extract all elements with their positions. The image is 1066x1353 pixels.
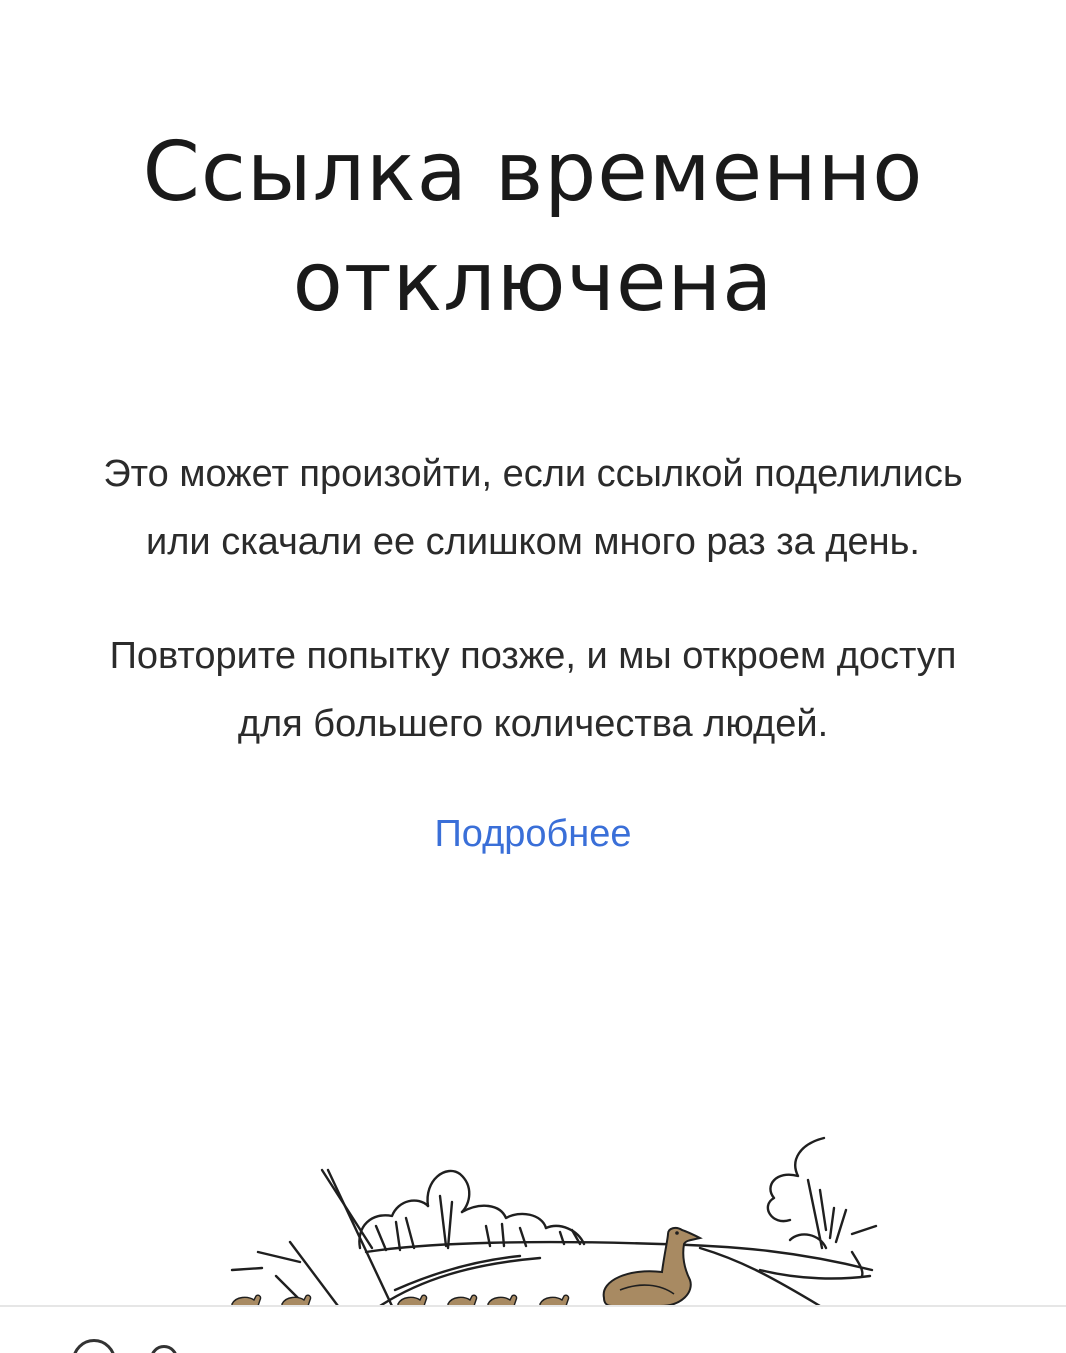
retry-line-1: Повторите попытку позже, и мы откроем доступ bbox=[109, 635, 957, 677]
retry-line-2: для большего количества людей. bbox=[237, 703, 829, 745]
page-title-line-1: Ссылка временно bbox=[142, 125, 924, 220]
circle-icon[interactable] bbox=[72, 1339, 116, 1353]
pond-with-ducks-illustration bbox=[0, 1130, 1066, 1306]
page-title-line-2: отключена bbox=[292, 235, 774, 330]
retry-text bbox=[30, 622, 1036, 758]
small-circle-icon bbox=[150, 1345, 178, 1353]
learn-more-link[interactable]: Подробнее bbox=[434, 813, 632, 855]
explanation-line-1: Это может произойти, если ссылкой поделились bbox=[103, 453, 963, 495]
explanation-line-2: или скачали ее слишком много раз за день. bbox=[146, 521, 920, 563]
explanation-text bbox=[30, 440, 1036, 576]
bottom-bar bbox=[0, 1305, 1066, 1353]
page-title bbox=[0, 118, 1066, 338]
